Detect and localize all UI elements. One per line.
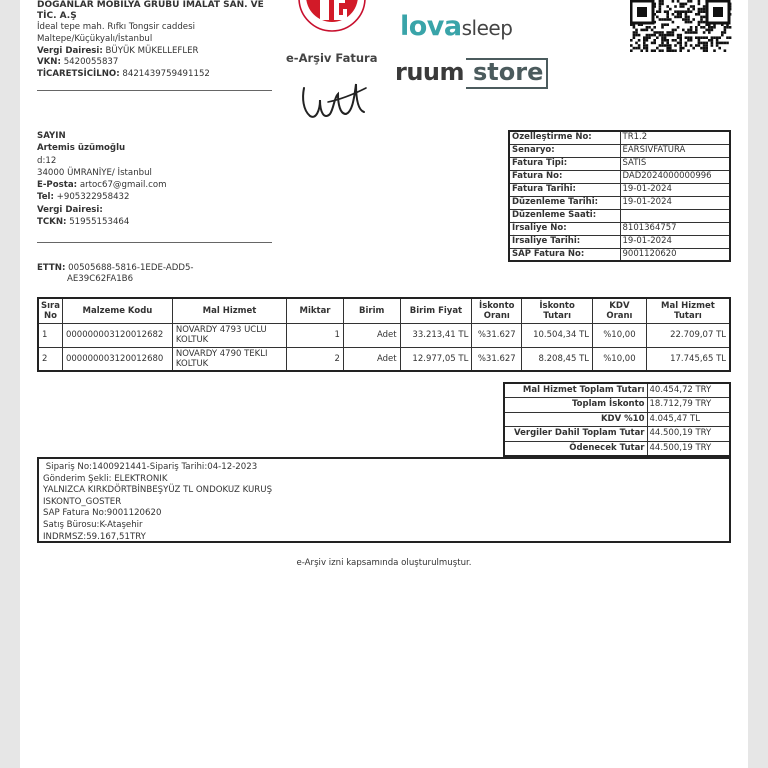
ruumstore-logo: ruum store [395,58,575,91]
seller-address-line1: İdeal tepe mah. Rıfkı Tongsir caddesi [37,22,195,32]
buyer-block [37,130,287,228]
note-line: YALNIZCA KIRKDÖRTBİNBEŞYÜZ TL ONDOKUZ KURUŞ [43,485,273,496]
note-line: SAP Fatura No:9001120620 [43,508,162,519]
table-cell: 000000003120012682 [62,323,172,347]
info-label: İrsaliye No: [509,222,620,235]
note-line: INDRMSZ:59.167,51TRY [43,531,146,542]
table-cell: %10,00 [593,323,647,347]
buyer-email: E-Posta: artoc67@gmail.com [37,180,167,191]
buyer-sayin: SAYIN [37,131,66,141]
totals-table [503,382,731,457]
column-header: İskonto Oranı [472,298,522,323]
info-value: 9001120620 [620,248,730,261]
table-cell: 000000003120012680 [62,347,172,371]
total-value: 44.500,19 TRY [647,441,730,456]
gib-logo-icon [298,0,366,38]
seller-vkn: VKN: 5420055837 [37,57,119,68]
earsiv-invoice-title: e-Arşiv Fatura [286,51,378,65]
seller-name-line1: DOĞANLAR MOBİLYA GRUBU İMALAT SAN. VE [37,0,264,10]
buyer-address-line2: 34000 ÜMRANİYE/ İstanbul [37,167,152,178]
info-label: Özelleştirme No: [509,131,620,144]
info-label: İrsaliye Tarihi: [509,235,620,248]
buyer-tckn: TCKN: 51955153464 [37,217,130,228]
info-label: Fatura No: [509,170,620,183]
total-label: Toplam İskonto [504,398,647,413]
info-value: TR1.2 [620,131,730,144]
buyer-divider [37,242,272,243]
note-line: Gönderim Şekli: ELEKTRONIK [43,473,168,484]
table-cell: Adet [343,347,400,371]
info-label: Fatura Tipi: [509,157,620,170]
info-row [509,196,730,209]
items-table [37,297,731,372]
column-header: Birim Fiyat [400,298,472,323]
info-label: Düzenleme Saati: [509,209,620,222]
ettn-block: ETTN: 00505688-5816-1EDE-ADD5- AE39C62FA1B6 [37,263,194,284]
total-value: 18.712,79 TRY [647,398,730,413]
info-row [509,248,730,261]
total-value: 4.045,47 TL [647,412,730,427]
total-row [504,412,730,427]
footer-text: e-Arşiv izni kapsamında oluşturulmuştur. [296,558,472,568]
info-value: 8101364757 [620,222,730,235]
buyer-name: Artemis üzümoğlu [37,143,126,154]
table-cell: 12.977,05 TL [400,347,472,371]
info-row [509,209,730,222]
column-header: İskonto Tutarı [522,298,593,323]
seller-name-line2: TİC. A.Ş [37,11,77,21]
info-value: 19-01-2024 [620,196,730,209]
table-cell: 1 [38,323,62,347]
table-cell: %10,00 [593,347,647,371]
info-value: 19-01-2024 [620,183,730,196]
total-value: 40.454,72 TRY [647,383,730,398]
table-cell: 33.213,41 TL [400,323,472,347]
total-label: Ödenecek Tutar [504,441,647,456]
info-label: SAP Fatura No: [509,248,620,261]
seller-block [37,0,277,81]
info-value: 19-01-2024 [620,235,730,248]
info-row [509,157,730,170]
seller-tax-office: Vergi Dairesi: BÜYÜK MÜKELLEFLER [37,45,199,56]
table-cell: NOVARDY 4793 UCLU KOLTUK [172,323,286,347]
table-cell: %31.627 [472,323,522,347]
table-cell: Adet [343,323,400,347]
info-label: Düzenleme Tarihi: [509,196,620,209]
lovasleep-logo: lovasleep [400,11,513,42]
table-cell: NOVARDY 4790 TEKLI KOLTUK [172,347,286,371]
table-row [38,323,730,347]
total-label: Mal Hizmet Toplam Tutarı [504,383,647,398]
note-line: Satış Bürosu:K-Ataşehir [43,519,143,530]
info-row [509,222,730,235]
note-line: ISKONTO_GOSTER [43,496,122,507]
seller-trade-registry: TİCARETSİCİLNO: 8421439759491152 [37,69,210,80]
table-cell: 2 [38,347,62,371]
info-value: SATIS [620,157,730,170]
total-row [504,427,730,442]
table-cell: 10.504,34 TL [522,323,593,347]
info-value: EARSIVFATURA [620,144,730,157]
column-header: KDV Oranı [593,298,647,323]
info-row [509,235,730,248]
buyer-phone: Tel: +905322958432 [37,192,130,203]
table-cell: 2 [287,347,344,371]
column-header: Malzeme Kodu [62,298,172,323]
table-row [38,347,730,371]
notes-box [37,457,731,543]
total-row [504,398,730,413]
total-row [504,383,730,398]
note-line: Sipariş No:1400921441-Sipariş Tarihi:04-12-2023 [43,462,258,472]
info-label: Senaryo: [509,144,620,157]
info-row [509,144,730,157]
column-header: Miktar [287,298,344,323]
qr-code-icon [630,0,732,52]
invoice-page [20,0,748,768]
table-cell: 8.208,45 TL [522,347,593,371]
table-cell: 22.709,07 TL [646,323,730,347]
total-label: KDV %10 [504,412,647,427]
table-cell: %31.627 [472,347,522,371]
column-header: Birim [343,298,400,323]
invoice-info-table [508,130,731,262]
info-value: DAD2024000000996 [620,170,730,183]
info-row [509,170,730,183]
signature-icon [298,70,370,130]
column-header: Mal Hizmet Tutarı [646,298,730,323]
table-cell: 1 [287,323,344,347]
seller-divider [37,90,272,91]
buyer-tax-office: Vergi Dairesi: [37,204,103,215]
total-label: Vergiler Dahil Toplam Tutar [504,427,647,442]
column-header: Mal Hizmet [172,298,286,323]
info-value [620,209,730,222]
buyer-address-line1: d:12 [37,155,57,166]
table-cell: 17.745,65 TL [646,347,730,371]
info-row [509,131,730,144]
column-header: Sıra No [38,298,62,323]
info-row [509,183,730,196]
total-value: 44.500,19 TRY [647,427,730,442]
info-label: Fatura Tarihi: [509,183,620,196]
seller-address-line2: Maltepe/Küçükyalı/İstanbul [37,33,153,44]
total-row [504,441,730,456]
